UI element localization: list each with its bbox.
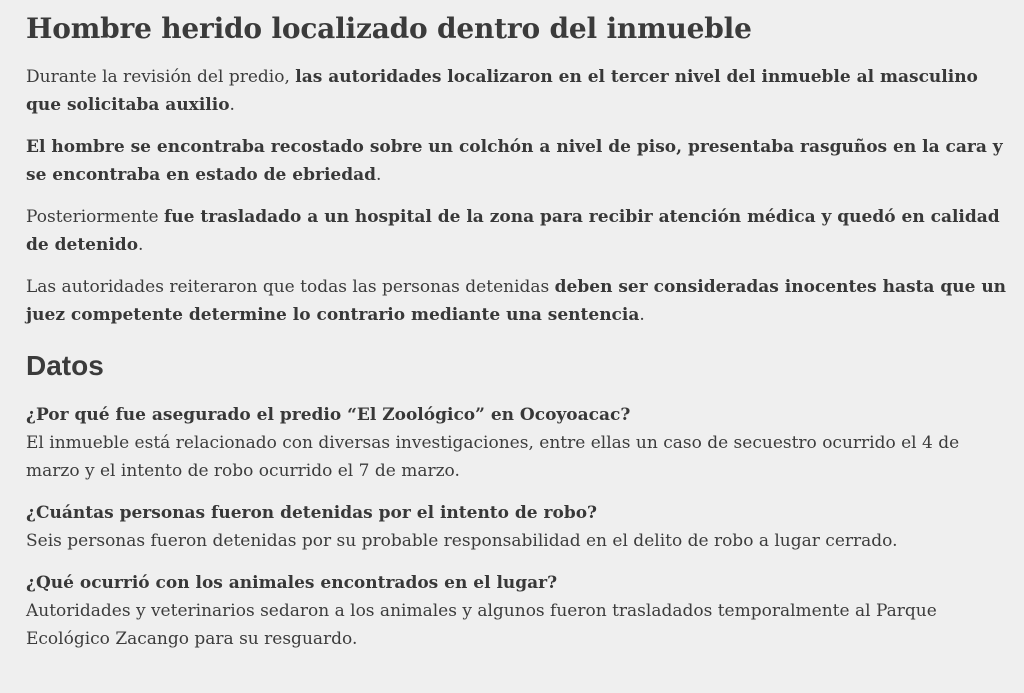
paragraph-1-end: . [229,95,235,115]
paragraph-4 [26,273,1012,329]
paragraph-3-bold: fue trasladado a un hospital de la zona para recibir atención médica y quedó en calidad de detenido [26,207,1000,255]
faq-question: ¿Por qué fue asegurado el predio “El Zoológico” en Ocoyoacac? [26,405,631,425]
section-heading-datos: Datos [26,350,104,381]
paragraph-3 [26,203,1012,259]
paragraph-4-bold: deben ser consideradas inocentes hasta que un juez competente determine lo contrario mediante una sentencia [26,277,1007,325]
paragraph-2 [26,133,1012,189]
faq-question: ¿Qué ocurrió con los animales encontrados en el lugar? [26,573,558,593]
faq-question: ¿Cuántas personas fueron detenidas por el intento de robo? [26,503,598,523]
faq-answer: Autoridades y veterinarios sedaron a los animales y algunos fueron trasladados temporalmente al Parque Ecológico Zacango para su resguardo. [26,601,937,649]
faq-item [26,569,1012,653]
paragraph-1 [26,63,1012,119]
paragraph-3-text: Posteriormente [26,207,164,227]
paragraph-1-text: Durante la revisión del predio, [26,67,296,87]
paragraph-2-end: . [376,165,382,185]
paragraph-1-bold: las autoridades localizaron en el tercer nivel del inmueble al masculino que solicitaba auxilio [26,67,978,115]
paragraph-4-end: . [639,305,645,325]
section-heading-injured-man: Hombre herido localizado dentro del inmueble [26,12,752,45]
paragraph-3-end: . [138,235,144,255]
faq-answer: El inmueble está relacionado con diversas investigaciones, entre ellas un caso de secuestro ocurrido el 4 de marzo y el intento de robo ocurrido el 7 de marzo. [26,433,960,481]
paragraph-2-bold: El hombre se encontraba recostado sobre un colchón a nivel de piso, presentaba rasguños en la cara y se encontraba en estado de ebriedad [26,137,1003,185]
faq-item [26,499,1012,555]
paragraph-4-text: Las autoridades reiteraron que todas las personas detenidas [26,277,555,297]
faq-item [26,401,1012,485]
faq-answer: Seis personas fueron detenidas por su probable responsabilidad en el delito de robo a lugar cerrado. [26,531,898,551]
